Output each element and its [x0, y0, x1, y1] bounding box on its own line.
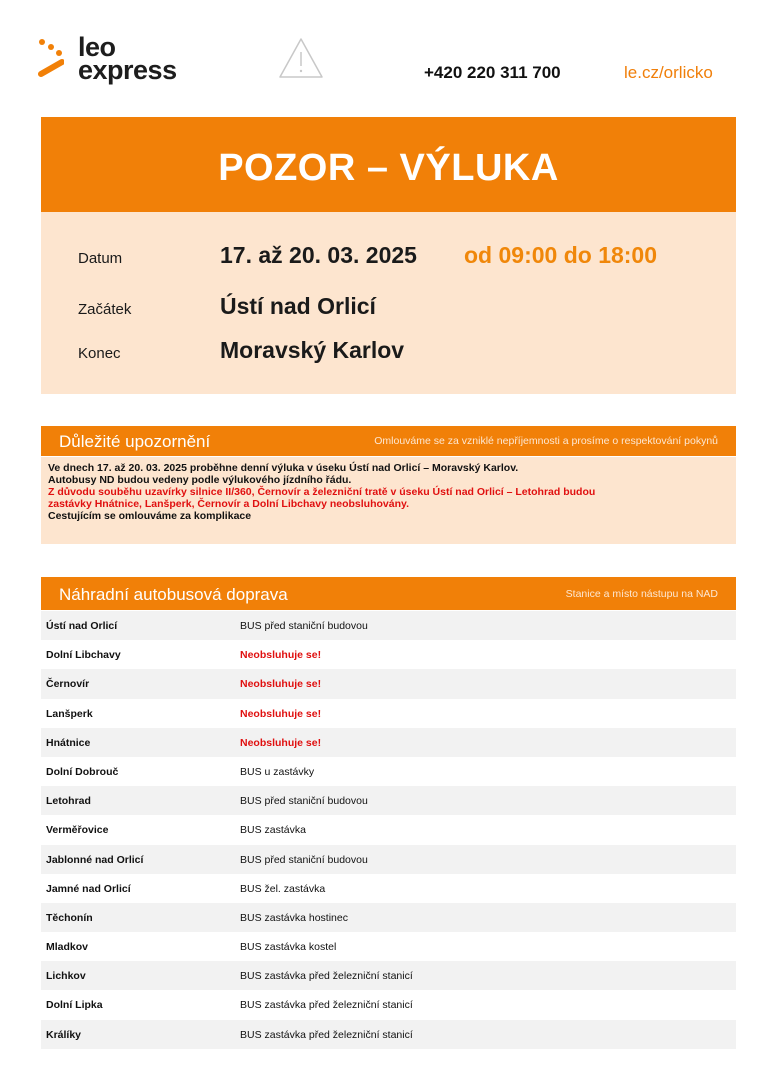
- boarding-place: BUS před staniční budovou: [240, 620, 368, 632]
- table-row: [41, 640, 736, 669]
- banner-title: POZOR – VÝLUKA: [218, 147, 559, 189]
- end-label: Konec: [78, 345, 121, 362]
- bus-title: Náhradní autobusová doprava: [59, 585, 288, 604]
- notice-line-4: zastávky Hnátnice, Lanšperk, Černovír a Dolní Libchavy neobsluhovány.: [48, 498, 409, 510]
- time-value: od 09:00 do 18:00: [464, 242, 658, 268]
- stop-name: Jablonné nad Orlicí: [46, 853, 144, 866]
- date-value: 17. až 20. 03. 2025: [220, 242, 417, 268]
- closure-info: [41, 212, 736, 394]
- boarding-place: BUS zastávka před železniční stanicí: [240, 970, 413, 983]
- stop-name: Lichkov: [46, 970, 86, 983]
- end-value: Moravský Karlov: [220, 337, 405, 363]
- table-row: [41, 932, 736, 961]
- stop-name: Ústí nad Orlicí: [46, 620, 118, 632]
- boarding-place: Neobsluhuje se!: [240, 649, 322, 662]
- notice-line-1: Ve dnech 17. až 20. 03. 2025 proběhne denní výluka v úseku Ústí nad Orlicí – Moravský Karlov.: [48, 462, 519, 474]
- bus-header: [41, 577, 736, 610]
- table-row: [41, 990, 736, 1019]
- table-row: [41, 611, 736, 640]
- logo: [38, 32, 188, 92]
- stop-name: Králíky: [46, 1028, 82, 1041]
- start-label: Začátek: [78, 301, 132, 318]
- table-row: [41, 669, 736, 698]
- table-row: [41, 845, 736, 874]
- notice-line-3: Z důvodu souběhu uzavírky silnice II/360, Černovír a železniční tratě v úseku Ústí nad Orlicí – Letohrad budou: [48, 486, 596, 498]
- notice-title: Důležité upozornění: [59, 432, 211, 451]
- table-row: [41, 903, 736, 932]
- stop-name: Dolní Libchavy: [46, 649, 121, 662]
- stop-name: Černovír: [46, 678, 90, 691]
- notice-line-2: Autobusy ND budou vedeny podle výlukového jízdního řádu.: [48, 474, 352, 486]
- logo-text: [78, 32, 177, 85]
- boarding-place: Neobsluhuje se!: [240, 707, 322, 720]
- boarding-place: BUS zastávka hostinec: [240, 911, 348, 924]
- logo-mark-icon: [38, 36, 64, 80]
- boarding-place: BUS zastávka: [240, 824, 306, 837]
- table-row: [41, 757, 736, 786]
- bus-subtitle: Stanice a místo nástupu na NAD: [565, 588, 718, 600]
- stop-name: Dolní Lipka: [46, 999, 103, 1012]
- notice-header: [41, 426, 736, 456]
- boarding-place: BUS před staniční budovou: [240, 853, 368, 866]
- boarding-place: BUS zastávka kostel: [240, 941, 337, 954]
- phone-number: +420 220 311 700: [424, 63, 561, 82]
- boarding-place: BUS zastávka před železniční stanicí: [240, 999, 413, 1012]
- logo-line-2: express: [78, 55, 177, 85]
- notice-line-5: Cestujícím se omlouváme za komplikace: [48, 510, 252, 522]
- table-row: [41, 1020, 736, 1049]
- boarding-place: BUS před staniční budovou: [240, 795, 368, 808]
- table-row: [41, 961, 736, 990]
- boarding-place: BUS u zastávky: [240, 765, 315, 778]
- stop-name: Jamné nad Orlicí: [46, 882, 131, 895]
- date-label: Datum: [78, 250, 123, 267]
- stop-name: Lanšperk: [46, 707, 93, 720]
- boarding-place: BUS žel. zastávka: [240, 882, 326, 895]
- warning-icon: [278, 36, 324, 80]
- table-row: [41, 786, 736, 815]
- notice-subtitle: Omlouváme se za vzniklé nepříjemnosti a prosíme o respektování pokynů: [374, 435, 718, 447]
- stop-name: Těchonín: [46, 911, 93, 924]
- logo-line-1: leo: [78, 32, 116, 62]
- stop-name: Verměřovice: [46, 824, 109, 837]
- table-row: [41, 815, 736, 844]
- website-link[interactable]: le.cz/orlicko: [624, 63, 713, 82]
- boarding-place: BUS zastávka před železniční stanicí: [240, 1028, 413, 1041]
- table-row: [41, 699, 736, 728]
- stop-name: Dolní Dobrouč: [46, 765, 119, 778]
- stop-name: Mladkov: [46, 941, 89, 954]
- start-value: Ústí nad Orlicí: [220, 293, 376, 319]
- stop-name: Letohrad: [46, 795, 91, 808]
- alert-banner: [41, 117, 736, 212]
- table-row: [41, 728, 736, 757]
- boarding-place: Neobsluhuje se!: [240, 736, 322, 749]
- notice-body: [41, 457, 736, 544]
- table-row: [41, 874, 736, 903]
- boarding-place: Neobsluhuje se!: [240, 678, 322, 691]
- bus-stops-table: [41, 611, 736, 1049]
- stop-name: Hnátnice: [46, 736, 91, 749]
